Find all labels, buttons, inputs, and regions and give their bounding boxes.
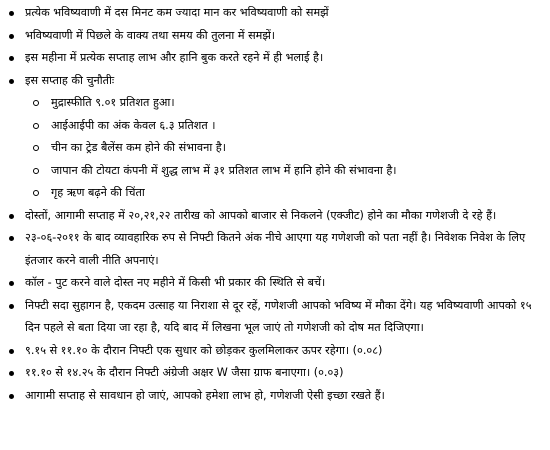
- hollow-bullet-icon: [33, 123, 39, 129]
- bullet-icon: [9, 214, 14, 219]
- list-item: [8, 385, 544, 408]
- list-item-text: इस सप्ताह की चुनौतीः: [25, 73, 115, 87]
- hollow-bullet-icon: [33, 190, 39, 196]
- list-item: [8, 272, 544, 295]
- hollow-bullet-icon: [33, 145, 39, 151]
- list-item: [8, 70, 544, 93]
- list-item: [8, 25, 544, 48]
- list-item-text: ९.१५ से ११.१० के दौरान निफ्टी एक सुधार को छोड़कर कुलमिलाकर ऊपर रहेगा। (०.०८): [25, 343, 383, 357]
- bullet-icon: [9, 34, 14, 39]
- sub-list-item-text: जापान की टोयटा कंपनी में शुद्ध लाभ में ३१ प्रतिशत लाभ में हानि होने की संभावना है।: [51, 163, 397, 177]
- sub-list-item: [8, 92, 544, 115]
- bullet-icon: [9, 11, 14, 16]
- challenges-list: [8, 92, 544, 205]
- bullet-icon: [9, 371, 14, 376]
- sub-list-container: [8, 92, 544, 205]
- bullet-icon: [9, 304, 14, 309]
- list-item-text: आगामी सप्ताह से सावधान हो जाएं, आपको हमेशा लाभ हो, गणेशजी ऐसी इच्छा रखते हैं।: [25, 388, 385, 402]
- bullet-icon: [9, 56, 14, 61]
- bullet-icon: [9, 281, 14, 286]
- bullet-icon: [9, 394, 14, 399]
- list-item-text: प्रत्येक भविष्यवाणी में दस मिनट कम ज्यादा मान कर भविष्यवाणी को समझें: [25, 6, 329, 19]
- list-item-text: दोस्तों, आगामी सप्ताह में २०,२१,२२ तारीख को आपको बाजार से निकलने (एक्जीट) होने का मौका गणेशजी दे रहे हैं।: [25, 208, 497, 222]
- hollow-bullet-icon: [33, 100, 39, 106]
- list-item: [8, 340, 544, 363]
- list-item-text: भविष्यवाणी में पिछले के वाक्य तथा समय की तुलना में समझें।: [25, 28, 276, 42]
- sub-list-item-text: गृह ऋण बढ़ने की चिंता: [51, 186, 145, 199]
- sub-list-item-text: आईआईपी का अंक केवल ६.३ प्रतिशत ।: [51, 118, 216, 132]
- list-item-text: ११.१० से १४.२५ के दौरान निफ्टी अंग्रेजी अक्षर W जैसा ग्राफ बनाएगा। (०.०३): [25, 366, 344, 379]
- list-item-text: इस महीना में प्रत्येक सप्ताह लाभ और हानि बुक करते रहने में ही भलाई है।: [25, 51, 324, 64]
- sub-list-item: [8, 137, 544, 160]
- sub-list-item: [8, 182, 544, 205]
- list-item: [8, 362, 544, 385]
- sub-list-item: [8, 115, 544, 138]
- list-item: [8, 47, 544, 70]
- prediction-list: [8, 2, 544, 407]
- list-item: [8, 205, 544, 228]
- sub-list-item-text: चीन का ट्रेड बैलेंस कम होने की संभावना है।: [51, 141, 226, 154]
- bullet-icon: [9, 236, 14, 241]
- sub-list-item-text: मुद्रास्फीति ९.०१ प्रतिशत हुआ।: [51, 96, 175, 109]
- hollow-bullet-icon: [33, 168, 39, 174]
- list-item: [8, 2, 544, 25]
- list-item: [8, 295, 544, 340]
- list-item-text: निफ्टी सदा सुहागन है, एकदम उत्साह या निराशा से दूर रहें, गणेशजी आपको भविष्य में मौका देंगे। यह भविष्यवाणी आपको १५ दिन पहले से बता दिया जा रहा है, यदि बाद में लिखना भूल जाएं तो गणेशजी को दोष मत दिजिएगा।: [25, 298, 532, 334]
- bullet-icon: [9, 79, 14, 84]
- list-item-text: २३-०६-२०११ के बाद व्यावहारिक रुप से निफ्टी कितने अंक नीचे आएगा यह गणेशजी को पता नहीं है। निवेशक निवेश के लिए इंतजार करने वाली नीति अपनाएं।: [25, 231, 526, 267]
- bullet-icon: [9, 349, 14, 354]
- sub-list-item: [8, 160, 544, 183]
- list-item: [8, 227, 544, 272]
- list-item-text: कॉल - पुट करने वाले दोस्त नए महीने में किसी भी प्रकार की स्थिति से बचें।: [25, 276, 326, 289]
